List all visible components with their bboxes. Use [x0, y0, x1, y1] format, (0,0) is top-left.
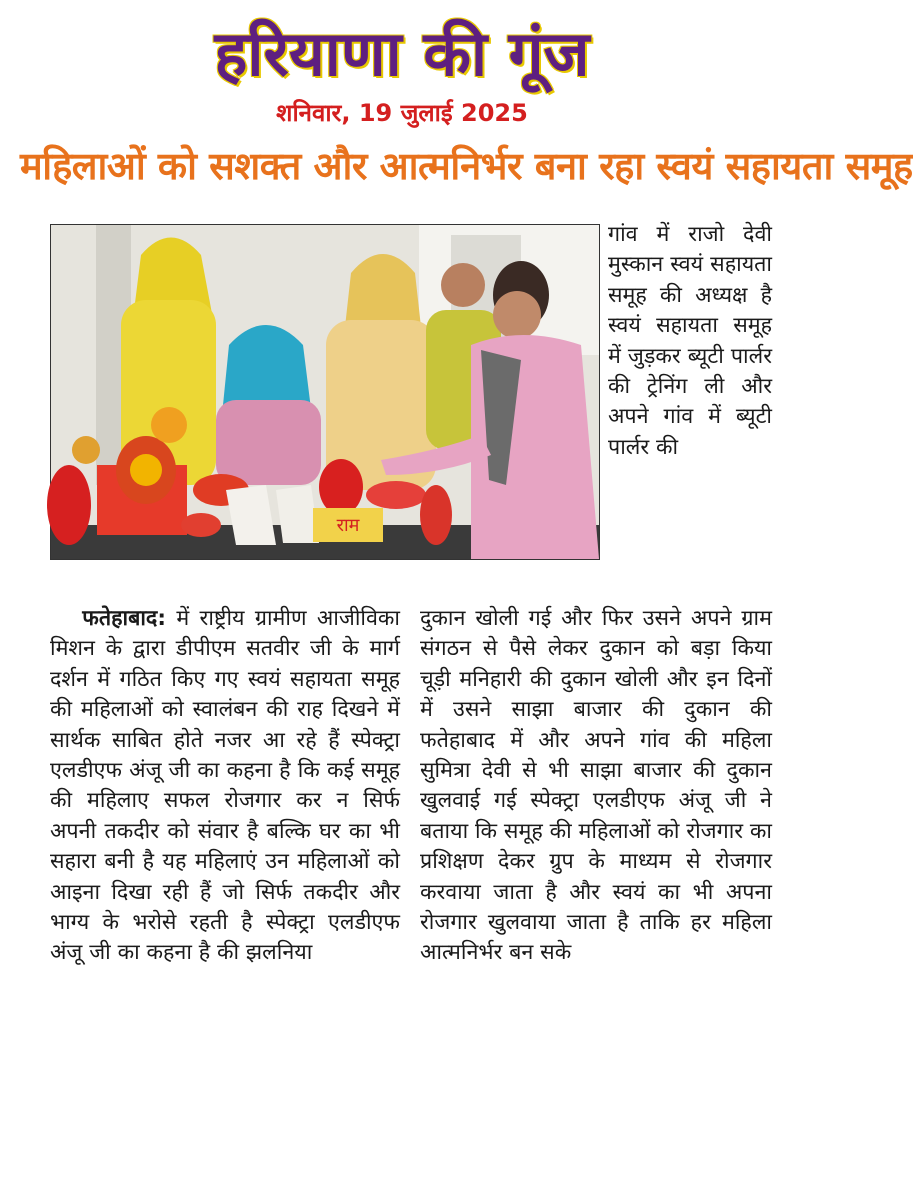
- issue-date: शनिवार, 19 जुलाई 2025: [276, 99, 528, 127]
- article-column-left: [50, 604, 400, 969]
- news-photo: [50, 224, 600, 560]
- masthead: हरियाणा की गूंज: [214, 17, 590, 90]
- box-label: राम: [336, 515, 360, 536]
- dateline-place: फतेहाबाद:: [82, 606, 166, 631]
- photo-illustration: [51, 225, 599, 559]
- article-body: में राष्ट्रीय ग्रामीण आजीविका मिशन के द्वारा डीपीएम सतवीर जी के मार्ग दर्शन में गठित किए गए स्वयं सहायता समूह की महिलाओं को स्वालंबन की राह दिखने में सार्थक साबित होते नजर आ रहे हैं स्पेक्ट्रा एलडीएफ अंजू जी का कहना है कि कई समूह की महिलाए सफल रोजगार कर न सिर्फ अपनी तकदीर को संवार है बल्कि घर का भी सहारा बनी है यह महिलाएं उन महिलाओं को आइना दिखा रही हैं जो सिर्फ तकदीर और भाग्य के भरोसे रहती है स्पेक्ट्रा एलडीएफ अंजू जी का कहना है की झलनिया: [50, 606, 400, 966]
- article-column-right-bottom: [420, 604, 772, 969]
- article-text: गांव में राजो देवी मुस्कान स्वयं सहायता समूह की अध्यक्ष है स्वयं सहायता समूह में जुड़कर ब्यूटी पार्लर की ट्रेनिंग ली और अपने गांव में ब्यूटी पार्लर की: [608, 222, 772, 460]
- article-text: दुकान खोली गई और फिर उसने अपने ग्राम संगठन से पैसे लेकर दुकान को बड़ा किया चूड़ी मनिहारी की दुकान खोली और इन दिनों में उसने साझा बाजार की दुकान की फतेहाबाद में और अपने गांव की महिला सुमित्रा देवी से भी साझा बाजार की दुकान खुलवाई गई स्पेक्ट्रा एलडीएफ अंजू जी ने बताया कि समूह की महिलाओं को रोजगार का प्रशिक्षण देकर ग्रुप के माध्यम से रोजगार करवाया जाता है और स्वयं का भी अपना रोजगार खुलवाया जाता है ताकि हर महिला आत्मनिर्भर बन सके: [420, 606, 772, 966]
- article-text: [50, 604, 400, 969]
- headline: महिलाओं को सशक्त और आत्मनिर्भर बना रहा स्वयं सहायता समूह: [20, 144, 913, 188]
- article-column-right-top: [608, 220, 772, 463]
